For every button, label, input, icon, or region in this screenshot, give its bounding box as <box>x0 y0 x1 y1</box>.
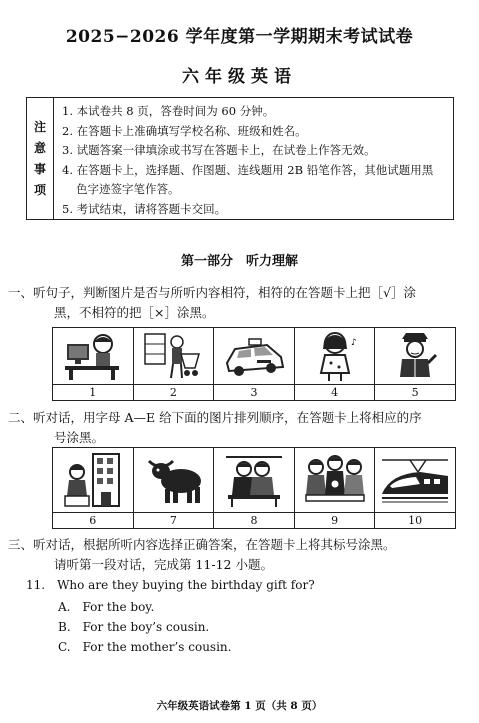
notice-item: 3. 试题答案一律填涂或书写在答题卡上，在试卷上作答无效。 <box>62 143 376 157</box>
notice-label-char: 注 <box>33 119 46 134</box>
part1-heading: 第一部分 听力理解 <box>180 254 298 269</box>
picture-cell <box>53 328 134 400</box>
exam-title: 2025−2026 学年度第一学期期末考试试卷 <box>65 27 414 47</box>
notice-box <box>26 97 454 220</box>
taxi-icon <box>221 333 287 379</box>
picture-number: 3 <box>214 384 294 400</box>
police-officer-icon <box>392 329 438 383</box>
picture-cell <box>375 328 455 400</box>
question-11-option-b: B. For the boy’s cousin. <box>58 620 210 634</box>
picture-cell <box>295 448 376 528</box>
high-speed-train-icon <box>380 454 450 506</box>
family-bench-icon <box>222 451 286 509</box>
notice-item: 4. 在答题卡上，选择题、作图题、连线题用 2B 铅笔作答，其他试题用黑 <box>62 162 434 177</box>
picture-number: 2 <box>134 384 214 400</box>
picture-number: 6 <box>53 512 133 528</box>
picture-number: 10 <box>375 512 455 528</box>
picture-cell <box>214 328 295 400</box>
shopping-cart-icon <box>143 330 203 382</box>
svg-text:♪: ♪ <box>350 338 357 348</box>
family-photo-icon <box>302 451 368 509</box>
picture-number: 9 <box>295 512 375 528</box>
girl-building-icon <box>61 450 125 510</box>
picture-number: 1 <box>53 384 133 400</box>
section1-instruction-line1: 一、听句子，判断图片是否与所听内容相符，相符的在答题卡上把［√］涂 <box>8 285 416 300</box>
notice-label <box>27 98 54 219</box>
notice-item: 2. 在答题卡上准确填写学校名称、班级和姓名。 <box>62 123 307 138</box>
picture-number: 8 <box>214 512 294 528</box>
picture-cell <box>134 328 215 400</box>
notice-label-char: 意 <box>33 140 46 155</box>
notice-item-continued: 色字迹签字笔作答。 <box>76 182 180 196</box>
ox-icon <box>141 453 205 507</box>
picture-number: 5 <box>375 384 455 400</box>
section3-instruction-line2: 请听第一段对话，完成第 11-12 小题。 <box>54 557 273 572</box>
section1-instruction-line2: 黑，不相符的把［×］涂黑。 <box>54 305 215 320</box>
question-11-option-c: C. For the mother’s cousin. <box>58 640 232 654</box>
picture-number: 7 <box>134 512 214 528</box>
notice-label-char: 事 <box>33 161 46 176</box>
question-11-option-a: A. For the boy. <box>58 600 155 614</box>
picture-cell <box>375 448 455 528</box>
picture-cell <box>134 448 215 528</box>
girl-singing-icon <box>309 329 361 383</box>
section2-instruction-line2: 号涂黑。 <box>54 430 105 445</box>
picture-cell <box>53 448 134 528</box>
boy-computer-icon <box>63 330 123 382</box>
picture-number: 4 <box>295 384 375 400</box>
section1-picture-row <box>52 327 456 401</box>
section2-instruction-line1: 二、听对话，用字母 A—E 给下面的图片排列顺序，在答题卡上将相应的序 <box>8 410 422 425</box>
picture-cell <box>295 328 376 400</box>
notice-item: 5. 考试结束，请将答题卡交回。 <box>62 201 227 216</box>
picture-cell <box>214 448 295 528</box>
section3-instruction-line1: 三、听对话，根据所听内容选择正确答案，在答题卡上将其标号涂黑。 <box>8 537 396 552</box>
section2-picture-row <box>52 447 456 529</box>
notice-items <box>54 98 453 219</box>
notice-label-char: 项 <box>33 182 46 197</box>
notice-item: 1. 本试卷共 8 页，答卷时间为 60 分钟。 <box>62 104 275 118</box>
page-footer: 六年级英语试卷第 1 页（共 8 页） <box>156 700 323 712</box>
question-11-stem: 11. Who are they buying the birthday gift for? <box>26 578 315 592</box>
exam-subtitle: 六年级英语 <box>182 67 297 87</box>
